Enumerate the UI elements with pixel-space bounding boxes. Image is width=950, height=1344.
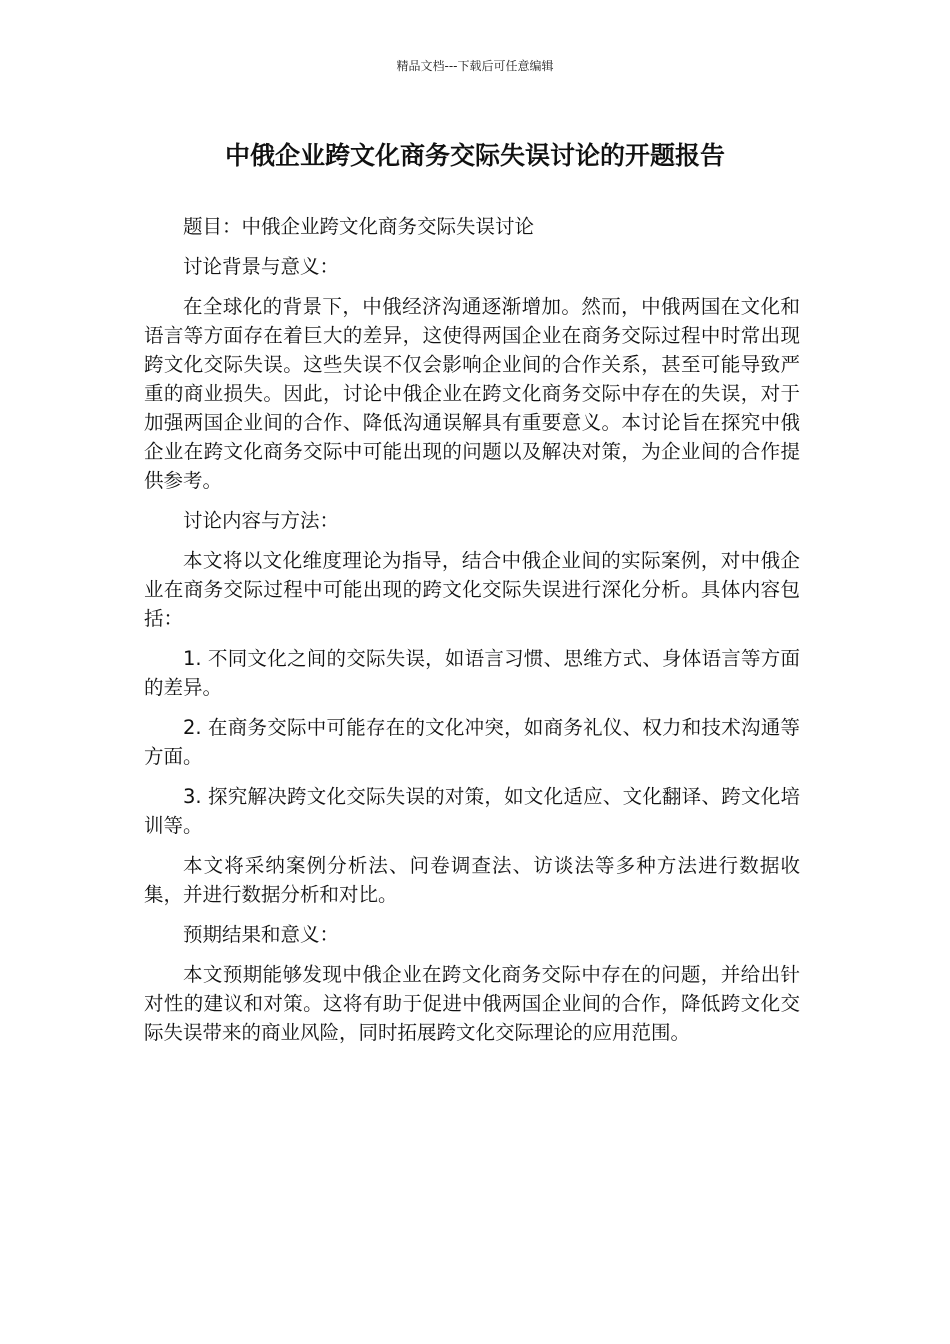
document-body: [144, 212, 800, 1058]
paragraph-background: 在全球化的背景下，中俄经济沟通逐渐增加。然而，中俄两国在文化和语言等方面存在着巨大的差异，这使得两国企业在商务交际过程中时常出现跨文化交际失误。这些失误不仅会影响企业间的合作关系，甚至可能导致严重的商业损失。因此，讨论中俄企业在跨文化商务交际中存在的失误，对于加强两国企业间的合作、降低沟通误解具有重要意义。本讨论旨在探究中俄企业在跨文化商务交际中可能出现的问题以及解决对策，为企业间的合作提供参考。: [144, 295, 800, 492]
list-item-3: 3. 探究解决跨文化交际失误的对策，如文化适应、文化翻译、跨文化培训等。: [144, 785, 800, 837]
paragraph-expected-results: 本文预期能够发现中俄企业在跨文化商务交际中存在的问题，并给出针对性的建议和对策。这将有助于促进中俄两国企业间的合作，降低跨文化交际失误带来的商业风险，同时拓展跨文化交际理论的应用范围。: [144, 963, 800, 1044]
document-title: 中俄企业跨文化商务交际失误讨论的开题报告: [224, 141, 725, 170]
list-item-1: 1. 不同文化之间的交际失误，如语言习惯、思维方式、身体语言等方面的差异。: [144, 647, 800, 699]
list-item-2: 2. 在商务交际中可能存在的文化冲突，如商务礼仪、权力和技术沟通等方面。: [144, 716, 800, 768]
paragraph-method: 本文将采纳案例分析法、问卷调查法、访谈法等多种方法进行数据收集，并进行数据分析和对比。: [144, 854, 800, 906]
section-heading-background: 讨论背景与意义：: [183, 255, 340, 278]
paragraph-content-intro: 本文将以文化维度理论为指导，结合中俄企业间的实际案例，对中俄企业在商务交际过程中可能出现的跨文化交际失误进行深化分析。具体内容包括：: [144, 549, 800, 630]
section-heading-expected-results: 预期结果和意义：: [183, 923, 340, 946]
paragraph-topic: 题目：中俄企业跨文化商务交际失误讨论: [183, 215, 535, 238]
section-heading-content-method: 讨论内容与方法：: [183, 509, 340, 532]
page-header: 精品文档---下载后可任意编辑: [396, 59, 554, 73]
